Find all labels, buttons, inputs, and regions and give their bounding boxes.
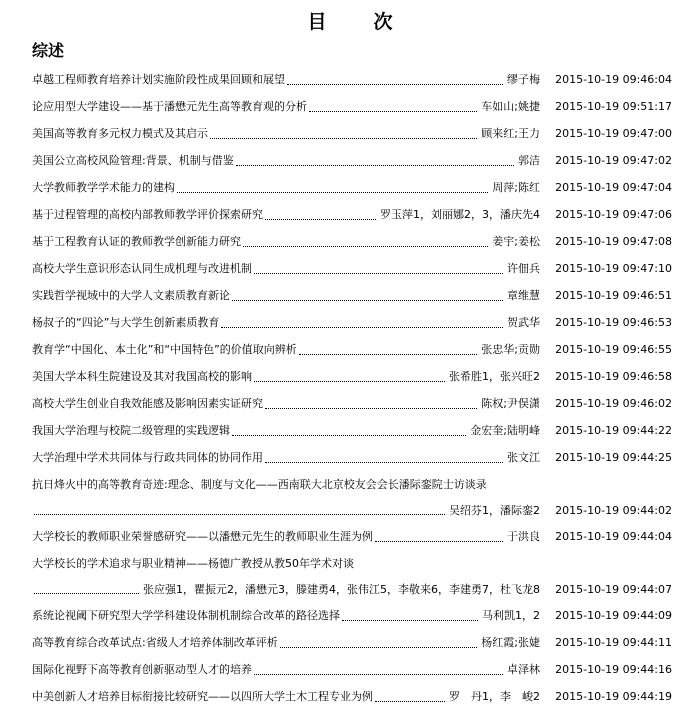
toc-entry-timestamp: 2015-10-19 09:44:16	[555, 663, 672, 676]
toc-entry-timestamp: 2015-10-19 09:47:06	[555, 208, 672, 221]
toc-entry-authors: 杨红霞;张婕	[481, 636, 540, 649]
toc-entry-authors: 姜宇;姜松	[492, 235, 540, 248]
toc-entry-title[interactable]: 美国大学本科生院建设及其对我国高校的影响	[32, 370, 252, 383]
section-title: 综述	[32, 41, 65, 60]
toc-entry-title[interactable]: 美国公立高校风险管理:背景、机制与借鉴	[32, 154, 234, 167]
toc-entry-title[interactable]: 卓越工程师教育培养计划实施阶段性成果回顾和展望	[32, 73, 285, 86]
toc-entry[interactable]	[32, 550, 672, 602]
dot-leader	[232, 299, 503, 301]
toc-entry-authors: 张希胜1，张兴旺2	[449, 370, 540, 383]
toc-entry-timestamp: 2015-10-19 09:44:09	[555, 609, 672, 622]
toc-entry-line	[32, 523, 672, 550]
toc-entry-authors: 于洪良	[507, 530, 540, 543]
toc-entry-authors: 陈权;尹俣潇	[481, 397, 540, 410]
toc-entry-line	[32, 444, 672, 471]
toc-entry[interactable]	[32, 309, 672, 336]
toc-entry-timestamp: 2015-10-19 09:46:58	[555, 370, 672, 383]
dot-leader	[299, 353, 477, 355]
toc-entry[interactable]	[32, 390, 672, 417]
toc-entry-authors: 贺武华	[507, 316, 540, 329]
dot-leader	[221, 326, 503, 328]
toc-entry[interactable]	[32, 120, 672, 147]
toc-entry-title[interactable]: 大学教师教学学术能力的建构	[32, 181, 175, 194]
toc-entry-timestamp: 2015-10-19 09:47:08	[555, 235, 672, 248]
toc-entry-title[interactable]: 大学校长的学术追求与职业精神——杨德广教授从教50年学术对谈	[32, 556, 354, 570]
toc-entry[interactable]	[32, 174, 672, 201]
toc-entry-authors: 顾来红;王力	[481, 127, 540, 140]
toc-entry-timestamp: 2015-10-19 09:44:11	[555, 636, 672, 649]
toc-entry[interactable]	[32, 417, 672, 444]
toc-entry-line	[32, 629, 672, 656]
toc-entry-authors: 缪子梅	[507, 73, 540, 86]
toc-entry-authors: 吴绍芬1，潘际銮2	[449, 503, 540, 517]
toc-entry-title[interactable]: 抗日烽火中的高等教育奇迹:理念、制度与文化——西南联大北京校友会会长潘际銮院士访谈录	[32, 477, 487, 491]
toc-entry-line	[32, 255, 672, 282]
dot-leader	[342, 619, 478, 621]
toc-entry-title[interactable]: 实践哲学视域中的大学人文素质教育新论	[32, 289, 230, 302]
toc-entry-line	[32, 228, 672, 255]
toc-entry-title[interactable]: 国际化视野下高等教育创新驱动型人才的培养	[32, 663, 252, 676]
toc-entry-title[interactable]: 大学治理中学术共同体与行政共同体的协同作用	[32, 451, 263, 464]
toc-entry-line	[32, 309, 672, 336]
toc-entry[interactable]	[32, 336, 672, 363]
toc-entry[interactable]	[32, 523, 672, 550]
toc-entry-title[interactable]: 杨叔子的“四论”与大学生创新素质教育	[32, 316, 220, 329]
toc-entry-timestamp: 2015-10-19 09:44:22	[555, 424, 672, 437]
toc-entry-title[interactable]: 论应用型大学建设——基于潘懋元先生高等教育观的分析	[32, 100, 307, 113]
toc-entry-line	[32, 417, 672, 444]
toc-entry-line	[32, 363, 672, 390]
toc-entry-title[interactable]: 高校大学生创业自我效能感及影响因素实证研究	[32, 397, 263, 410]
toc-entry-timestamp: 2015-10-19 09:46:02	[555, 397, 672, 410]
toc-entry-timestamp: 2015-10-19 09:44:02	[555, 503, 672, 517]
toc-entry-title[interactable]: 我国大学治理与校院二级管理的实践逻辑	[32, 424, 230, 437]
toc-entry-timestamp: 2015-10-19 09:47:02	[555, 154, 672, 167]
dot-leader	[177, 191, 488, 193]
toc-entry-authors: 车如山;姚捷	[481, 100, 540, 113]
toc-entry-timestamp: 2015-10-19 09:44:04	[555, 530, 672, 543]
toc-entry-authors: 许佃兵	[507, 262, 540, 275]
toc-entry-title[interactable]: 系统论视阈下研究型大学学科建设体制机制综合改革的路径选择	[32, 609, 340, 622]
toc-entry-timestamp: 2015-10-19 09:46:04	[555, 73, 672, 86]
toc-entry-authors: 卓泽林	[507, 663, 540, 676]
toc-entry-timestamp: 2015-10-19 09:47:00	[555, 127, 672, 140]
toc-entry[interactable]	[32, 228, 672, 255]
toc-entry[interactable]	[32, 471, 672, 523]
dot-leader	[375, 540, 503, 542]
dot-leader	[232, 434, 466, 436]
toc-entry-line	[32, 201, 672, 228]
page-title: 目 次	[307, 11, 407, 33]
dot-leader	[287, 83, 503, 85]
toc-entry-title[interactable]: 基于工程教育认证的教师教学创新能力研究	[32, 235, 241, 248]
toc-entry-line	[32, 174, 672, 201]
toc-entry[interactable]	[32, 282, 672, 309]
toc-entry[interactable]	[32, 147, 672, 174]
toc-entry-authors: 罗 丹1，李 峻2	[449, 690, 540, 703]
toc-entry[interactable]	[32, 602, 672, 629]
toc-entry-timestamp: 2015-10-19 09:44:19	[555, 690, 672, 703]
toc-entry[interactable]	[32, 363, 672, 390]
toc-entry-timestamp: 2015-10-19 09:44:07	[555, 582, 672, 596]
toc-entry-title[interactable]: 美国高等教育多元权力模式及其启示	[32, 127, 208, 140]
toc-entry-line	[32, 683, 672, 710]
toc-entry[interactable]	[32, 629, 672, 656]
toc-entry-timestamp: 2015-10-19 09:51:17	[555, 100, 672, 113]
toc-list	[32, 66, 672, 710]
dot-leader	[34, 513, 445, 515]
toc-entry-title-line	[32, 550, 672, 576]
toc-entry-title[interactable]: 教育学“中国化、本土化”和“中国特色”的价值取向辨析	[32, 343, 297, 356]
toc-entry-title-line	[32, 471, 672, 497]
toc-entry-line	[32, 120, 672, 147]
toc-entry-line	[32, 656, 672, 683]
toc-entry-timestamp: 2015-10-19 09:44:25	[555, 451, 672, 464]
toc-entry[interactable]	[32, 656, 672, 683]
toc-entry-title[interactable]: 高校大学生意识形态认同生成机理与改进机制	[32, 262, 252, 275]
toc-entry-line	[32, 147, 672, 174]
toc-entry-line	[32, 66, 672, 93]
toc-entry-authors: 张应强1，瞿振元2，潘懋元3，滕建勇4，张伟江5，李敬来6，李建勇7，杜飞龙8	[143, 582, 540, 596]
toc-entry-authors: 章维慧	[507, 289, 540, 302]
toc-entry-line	[32, 390, 672, 417]
toc-entry-timestamp: 2015-10-19 09:46:53	[555, 316, 672, 329]
toc-entry-meta-line	[32, 576, 672, 602]
dot-leader	[375, 700, 445, 702]
toc-entry-line	[32, 93, 672, 120]
toc-entry-authors: 郭洁	[518, 154, 540, 167]
toc-entry[interactable]	[32, 683, 672, 710]
toc-entry-title[interactable]: 高等教育综合改革试点:省级人才培养体制改革评析	[32, 636, 278, 649]
toc-entry[interactable]	[32, 255, 672, 282]
toc-entry[interactable]	[32, 201, 672, 228]
dot-leader	[254, 380, 445, 382]
dot-leader	[254, 673, 503, 675]
toc-entry-authors: 罗玉萍1，刘丽娜2，3，潘庆先4	[380, 208, 540, 221]
toc-entry-line	[32, 602, 672, 629]
toc-entry-authors: 金宏奎;陆明峰	[470, 424, 540, 437]
toc-entry[interactable]	[32, 66, 672, 93]
dot-leader	[265, 218, 376, 220]
dot-leader	[254, 272, 503, 274]
toc-entry-authors: 张文江	[507, 451, 540, 464]
dot-leader	[265, 461, 503, 463]
dot-leader	[265, 407, 477, 409]
toc-entry[interactable]	[32, 444, 672, 471]
dot-leader	[34, 592, 139, 594]
toc-entry-line	[32, 282, 672, 309]
dot-leader	[280, 646, 478, 648]
dot-leader	[309, 110, 477, 112]
dot-leader	[243, 245, 488, 247]
toc-entry-authors: 周萍;陈红	[492, 181, 540, 194]
toc-entry-timestamp: 2015-10-19 09:46:51	[555, 289, 672, 302]
toc-entry[interactable]	[32, 93, 672, 120]
toc-entry-timestamp: 2015-10-19 09:47:04	[555, 181, 672, 194]
dot-leader	[236, 164, 514, 166]
dot-leader	[210, 137, 477, 139]
toc-entry-timestamp: 2015-10-19 09:46:55	[555, 343, 672, 356]
toc-entry-timestamp: 2015-10-19 09:47:10	[555, 262, 672, 275]
toc-entry-title[interactable]: 大学校长的教师职业荣誉感研究——以潘懋元先生的教师职业生涯为例	[32, 530, 373, 543]
toc-entry-authors: 张忠华;贡勋	[481, 343, 540, 356]
toc-entry-title[interactable]: 基于过程管理的高校内部教师教学评价探索研究	[32, 208, 263, 221]
toc-entry-authors: 马利凯1，2	[482, 609, 540, 622]
toc-entry-title[interactable]: 中美创新人才培养目标衔接比较研究——以四所大学土木工程专业为例	[32, 690, 373, 703]
toc-entry-line	[32, 336, 672, 363]
toc-entry-meta-line	[32, 497, 672, 523]
